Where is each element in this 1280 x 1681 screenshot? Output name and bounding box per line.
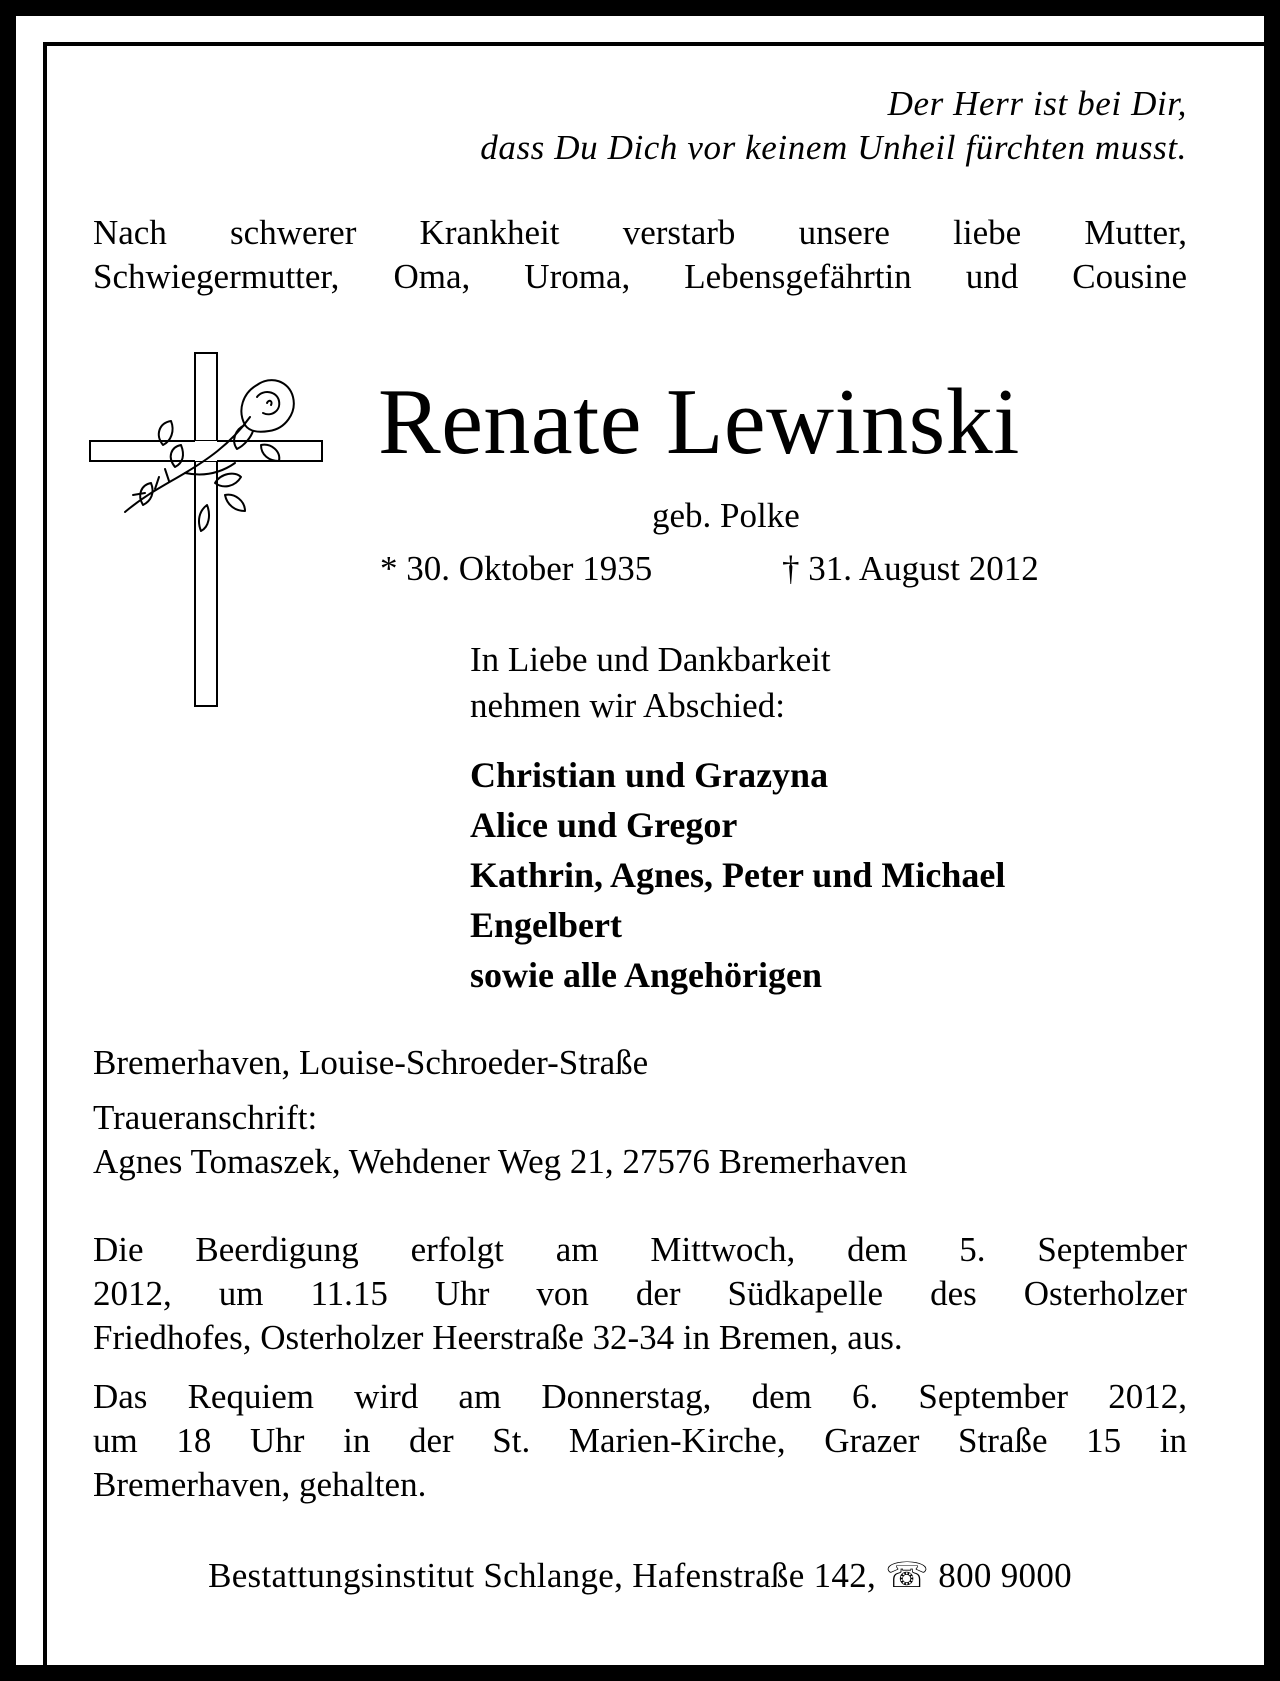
mourners-list [470, 750, 1005, 1000]
deceased-name: Renate Lewinski [378, 370, 1020, 474]
requiem-line-3: Bremerhaven, gehalten. [93, 1465, 427, 1504]
funeral-line-3: Friedhofes, Osterholzer Heerstraße 32-34 in Bremen, aus. [93, 1318, 903, 1357]
birth-date: * 30. Oktober 1935 [380, 549, 653, 588]
undertaker-info [0, 1554, 1280, 1598]
mourner-entry: Christian und Grazyna [470, 755, 829, 795]
mourner-entry: Kathrin, Agnes, Peter und Michael [470, 855, 1006, 895]
telephone-icon: ☏ [885, 1556, 930, 1595]
undertaker-phone: 800 9000 [938, 1556, 1072, 1595]
life-dates [380, 547, 1039, 591]
mourner-entry: Alice und Gregor [470, 805, 738, 845]
farewell-text [470, 637, 831, 729]
farewell-line-2: nehmen wir Abschied: [470, 686, 785, 725]
intro-line-1: Nach schwerer Krankheit verstarb unsere liebe Mutter, [93, 213, 1187, 252]
verse-line-1: Der Herr ist bei Dir, [887, 84, 1187, 123]
mourning-address-value: Agnes Tomaszek, Wehdener Weg 21, 27576 Bremerhaven [93, 1142, 908, 1181]
intro-text [93, 211, 1187, 299]
death-date: † 31. August 2012 [782, 549, 1039, 588]
funeral-line-2: 2012, um 11.15 Uhr von der Südkapelle des Osterholzer [93, 1274, 1187, 1313]
funeral-line-1: Die Beerdigung erfolgt am Mittwoch, dem 5. September [93, 1230, 1187, 1269]
farewell-line-1: In Liebe und Dankbarkeit [470, 640, 831, 679]
bible-verse [287, 82, 1187, 170]
mourner-entry: sowie alle Angehörigen [470, 955, 822, 995]
mourning-address [93, 1096, 907, 1184]
requiem-line-1: Das Requiem wird am Donnerstag, dem 6. September 2012, [93, 1377, 1187, 1416]
funeral-notice [93, 1228, 1187, 1360]
verse-line-2: dass Du Dich vor keinem Unheil fürchten musst. [480, 128, 1187, 167]
cross-with-rose-icon [85, 345, 325, 710]
residence-location: Bremerhaven, Louise-Schroeder-Straße [93, 1043, 649, 1082]
requiem-line-2: um 18 Uhr in der St. Marien-Kirche, Grazer Straße 15 in [93, 1421, 1187, 1460]
maiden-name: geb. Polke [652, 496, 800, 535]
requiem-notice [93, 1375, 1187, 1507]
mourner-entry: Engelbert [470, 905, 622, 945]
mourning-address-label: Traueranschrift: [93, 1098, 318, 1137]
undertaker-name: Bestattungsinstitut Schlange, Hafenstraße 142, [208, 1556, 877, 1595]
intro-line-2: Schwiegermutter, Oma, Uroma, Lebensgefährtin und Cousine [93, 257, 1187, 296]
